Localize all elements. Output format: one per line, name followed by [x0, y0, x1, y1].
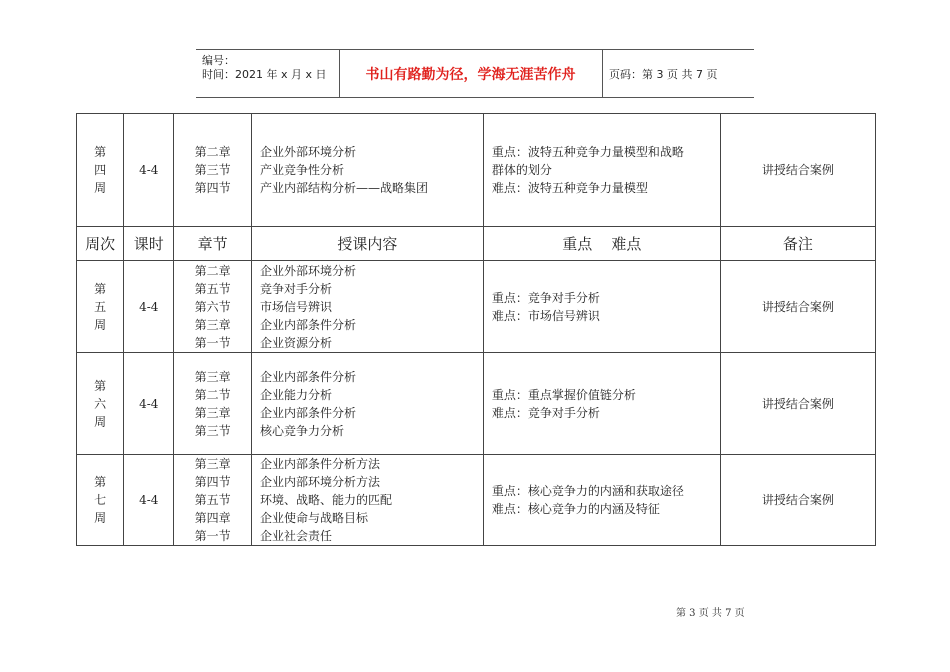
content-line: 企业外部环境分析	[259, 263, 356, 278]
week-cell	[77, 455, 124, 546]
focus-line: 难点：市场信号辨识	[491, 308, 600, 323]
hours-cell: 4-4	[124, 455, 174, 546]
chapter-line: 第三章	[194, 317, 231, 332]
focus-line: 难点：波特五种竞争力量模型	[491, 181, 648, 195]
content-line: 企业内部环境分析方法	[259, 475, 380, 489]
note-cell: 讲授结合案例	[720, 455, 875, 546]
chapter-line: 第四节	[194, 475, 231, 489]
table-row	[77, 114, 876, 227]
week-char: 周	[94, 181, 107, 195]
content-cell	[251, 455, 483, 546]
table-row	[77, 261, 876, 353]
hours-cell: 4-4	[124, 353, 174, 455]
focus-line: 群体的划分	[491, 163, 552, 177]
content-line: 企业社会责任	[259, 529, 332, 543]
chapter-line: 第五节	[194, 281, 231, 296]
content-cell	[251, 261, 483, 353]
chapter-line: 第一节	[194, 335, 231, 350]
column-header-hours: 课时	[124, 227, 174, 261]
page-footer: 第 3 页 共 7 页	[676, 608, 745, 619]
week-char: 七	[94, 493, 107, 507]
hours-cell: 4-4	[124, 261, 174, 353]
header-meta	[196, 50, 340, 97]
focus-line: 难点：核心竞争力的内涵及特征	[491, 502, 660, 516]
column-header-week: 周次	[77, 227, 124, 261]
content-cell	[251, 114, 483, 227]
content-line: 竞争对手分析	[259, 281, 332, 296]
document-header	[196, 49, 754, 98]
content-cell	[251, 353, 483, 455]
note-cell: 讲授结合案例	[720, 114, 875, 227]
number-label: 编号：	[202, 54, 235, 67]
content-line: 产业内部结构分析——战略集团	[259, 181, 428, 195]
chapter-line: 第二节	[194, 387, 231, 402]
week-char: 第	[94, 475, 107, 489]
column-header-note: 备注	[720, 227, 875, 261]
week-char: 五	[94, 299, 107, 314]
chapter-line: 第三章	[194, 457, 231, 471]
content-line: 市场信号辨识	[259, 299, 332, 314]
table-header-row	[77, 227, 876, 261]
week-cell	[77, 261, 124, 353]
content-line: 企业内部条件分析	[259, 405, 356, 420]
focus-cell	[483, 455, 720, 546]
focus-line: 难点：竞争对手分析	[491, 405, 600, 420]
focus-line: 重点：核心竞争力的内涵和获取途径	[491, 484, 684, 498]
chapter-line: 第五节	[194, 493, 231, 507]
chapter-cell	[174, 261, 252, 353]
content-line: 环境、战略、能力的匹配	[259, 493, 392, 507]
week-cell	[77, 353, 124, 455]
content-line: 核心竞争力分析	[259, 423, 344, 438]
content-line: 企业能力分析	[259, 387, 332, 402]
content-line: 企业外部环境分析	[259, 145, 356, 159]
focus-cell	[483, 114, 720, 227]
chapter-line: 第三章	[194, 369, 231, 384]
focus-cell	[483, 261, 720, 353]
chapter-line: 第二章	[194, 145, 231, 159]
chapter-line: 第四节	[194, 181, 231, 195]
note-cell: 讲授结合案例	[720, 261, 875, 353]
chapter-cell	[174, 455, 252, 546]
week-char: 周	[94, 317, 107, 332]
schedule-table	[76, 113, 876, 546]
week-char: 第	[94, 378, 107, 393]
time-label: 时间：2021 年 x 月 x 日	[202, 68, 327, 81]
focus-line: 重点：重点掌握价值链分析	[491, 387, 636, 402]
content-line: 产业竞争性分析	[259, 163, 344, 177]
content-line: 企业资源分析	[259, 335, 332, 350]
content-line: 企业内部条件分析	[259, 369, 356, 384]
column-header-focus: 重点 难点	[483, 227, 720, 261]
table-row	[77, 455, 876, 546]
header-page-info: 页码：第 3 页 共 7 页	[609, 67, 718, 81]
week-char: 周	[94, 414, 107, 429]
hours-cell: 4-4	[124, 114, 174, 227]
column-header-content: 授课内容	[251, 227, 483, 261]
chapter-line: 第六节	[194, 299, 231, 314]
content-line: 企业使命与战略目标	[259, 511, 368, 525]
table-row	[77, 353, 876, 455]
content-line: 企业内部条件分析	[259, 317, 356, 332]
chapter-line: 第一节	[194, 529, 231, 543]
chapter-line: 第四章	[194, 511, 231, 525]
chapter-line: 第三节	[194, 423, 231, 438]
week-char: 周	[94, 511, 107, 525]
chapter-line: 第三节	[194, 163, 231, 177]
chapter-line: 第三章	[194, 405, 231, 420]
week-char: 六	[94, 396, 107, 411]
focus-cell	[483, 353, 720, 455]
week-cell	[77, 114, 124, 227]
note-cell: 讲授结合案例	[720, 353, 875, 455]
chapter-line: 第二章	[194, 263, 231, 278]
week-char: 四	[94, 163, 107, 177]
chapter-cell	[174, 353, 252, 455]
focus-line: 重点：竞争对手分析	[491, 290, 600, 305]
chapter-cell	[174, 114, 252, 227]
header-motto: 书山有路勤为径，学海无涯苦作舟	[339, 50, 603, 97]
focus-line: 重点：波特五种竞争力量模型和战略	[491, 145, 684, 159]
content-line: 企业内部条件分析方法	[259, 457, 380, 471]
column-header-chapter: 章节	[174, 227, 252, 261]
week-char: 第	[94, 281, 107, 296]
week-char: 第	[94, 145, 107, 159]
